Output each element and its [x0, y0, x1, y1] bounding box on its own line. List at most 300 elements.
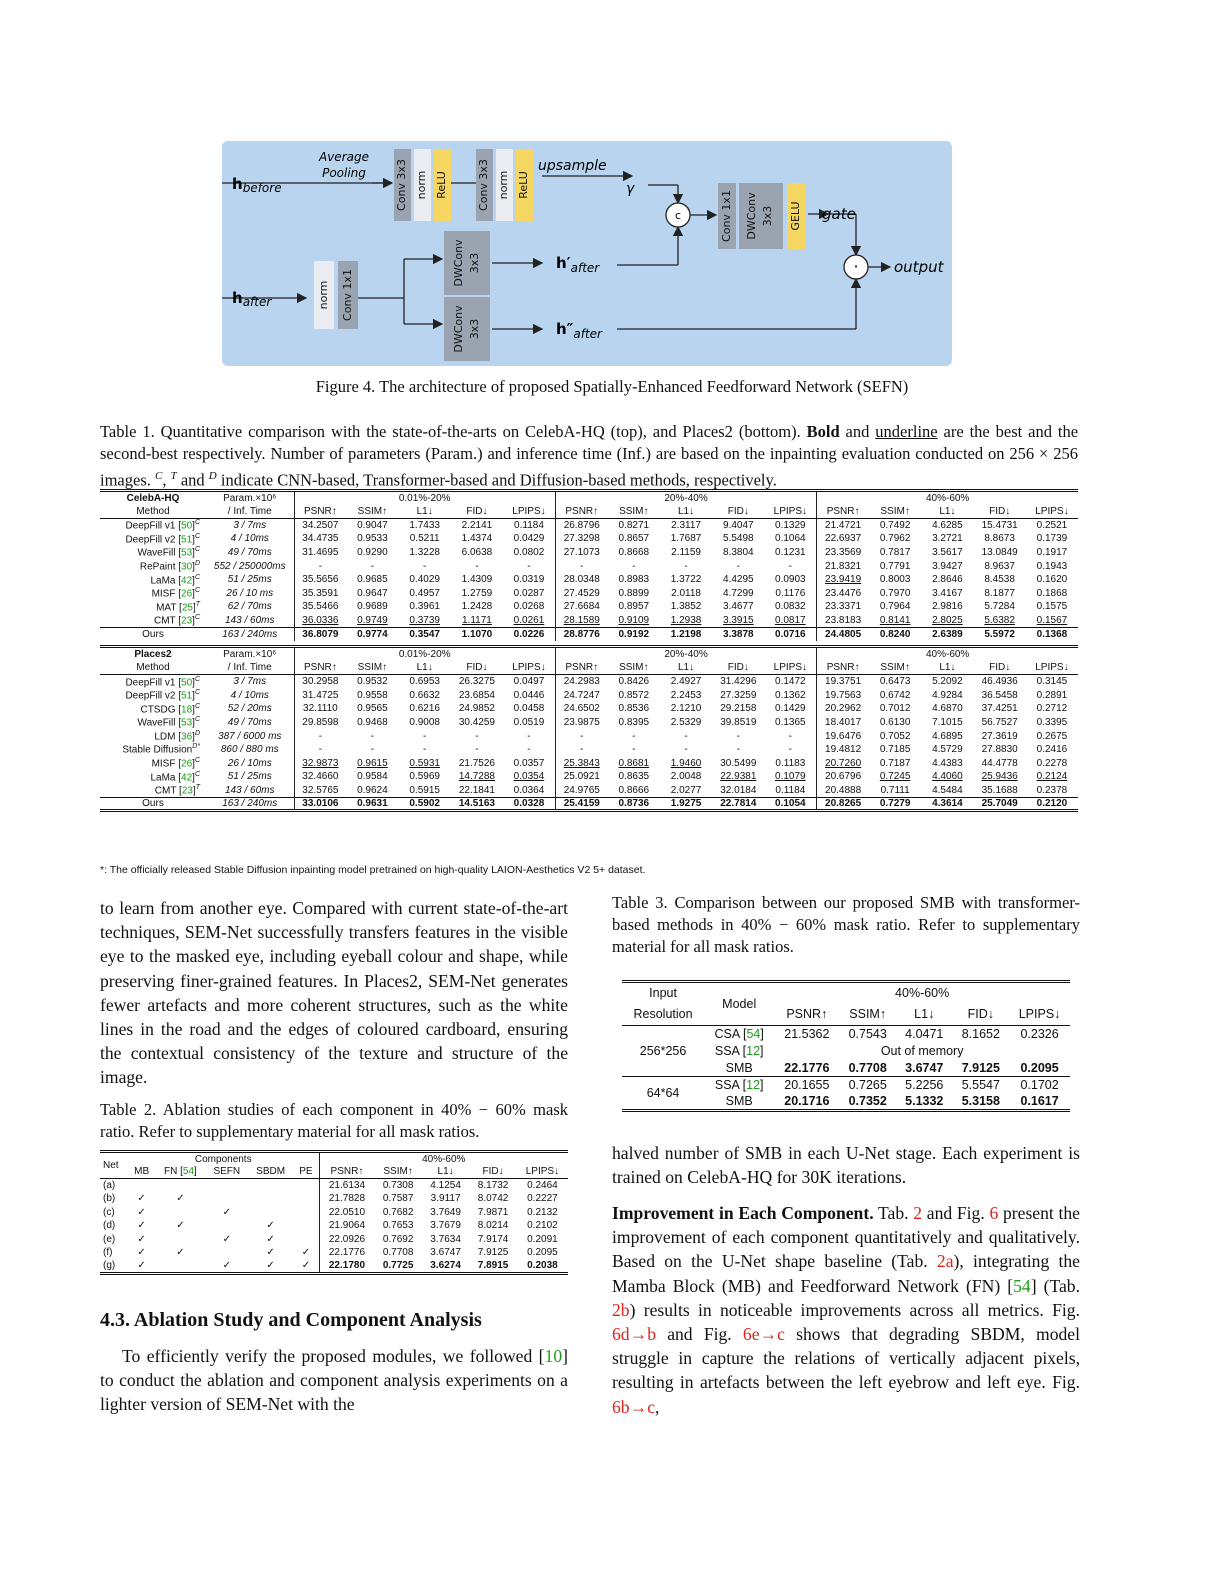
- table-cell: [155, 1260, 205, 1274]
- table-cell: 0.6130: [879, 716, 911, 728]
- table-cell: 0.0497: [503, 675, 555, 689]
- table-cell: 5.5498: [723, 533, 754, 545]
- table-cell: FID↓: [953, 1004, 1010, 1026]
- table-cell: ✓: [266, 1220, 275, 1232]
- table-cell: 9.4047: [723, 520, 754, 532]
- table-cell: -: [318, 744, 323, 756]
- table-cell: 0.0903: [764, 573, 816, 587]
- svg-text:·: ·: [853, 257, 859, 276]
- method-name: CTSDG $[18]^C$: [140, 702, 200, 715]
- table-cell: 0.7052: [879, 730, 911, 742]
- table-cell: -: [503, 743, 555, 757]
- table-cell: 33.0106: [294, 797, 346, 811]
- table-cell: 0.2095: [527, 1247, 558, 1259]
- table-row: [100, 688, 1078, 702]
- table-cell: 0.4029: [409, 574, 440, 586]
- table-cell: ✓: [137, 1220, 146, 1232]
- dwconv-box-1: [444, 231, 490, 295]
- table-cell: 32.9873: [302, 757, 339, 769]
- table-cell: 4 / 10ms: [206, 688, 294, 702]
- table-cell: Method: [100, 505, 206, 519]
- table-cell: -: [736, 730, 740, 742]
- table-cell: LPIPS↓: [764, 505, 816, 519]
- table-cell: -: [422, 730, 427, 742]
- table-cell: 27.1073: [563, 546, 600, 558]
- table-cell: 8.1732: [477, 1180, 509, 1191]
- table-cell: Param.×10⁶: [206, 647, 294, 661]
- table-cell: 28.8776: [555, 627, 607, 641]
- table-cell: 0.0802: [503, 546, 555, 560]
- table-cell: 0.7708: [839, 1060, 896, 1077]
- table-cell: [206, 1246, 248, 1260]
- svg-text:Conv 3x3: Conv 3x3: [477, 159, 490, 211]
- table-cell: 0.1702: [1020, 1078, 1059, 1093]
- table-cell: 0.0357: [503, 756, 555, 770]
- table-cell: 20.6796: [825, 771, 862, 783]
- table-cell: 22.7814: [712, 797, 764, 811]
- table-cell: 8.3804: [723, 546, 754, 558]
- table-cell: 7.9125: [953, 1060, 1010, 1077]
- table-cell: 0.9749: [357, 614, 388, 626]
- table-cell: 3.4167: [932, 587, 963, 599]
- table-cell: 0.9689: [357, 601, 388, 613]
- table-cell: 25.9436: [981, 771, 1018, 783]
- table-cell: SMB: [704, 1094, 774, 1111]
- table-cell: 31.4296: [720, 676, 757, 688]
- table2-header-row: [100, 1152, 568, 1166]
- method-name: LaMa $[42]^C$: [150, 770, 200, 783]
- table-cell: 0.7817: [879, 546, 911, 558]
- table-cell: PSNR↑: [774, 1004, 839, 1026]
- table-cell: 3.9427: [932, 560, 963, 572]
- svg-text:DWConv: DWConv: [452, 239, 465, 287]
- table-cell: 21.7526: [458, 757, 495, 769]
- table-cell: 35.1688: [981, 784, 1018, 796]
- table-cell: 0.3547: [399, 627, 451, 641]
- table-cell: 860 / 880 ms: [206, 743, 294, 757]
- table-cell: 0.1617: [1009, 1094, 1070, 1111]
- svg-text:upsample: upsample: [538, 158, 607, 174]
- table-cell: 0.1362: [764, 688, 816, 702]
- table-cell: PSNR↑: [319, 1165, 374, 1179]
- table-cell: 0.7111: [880, 784, 910, 796]
- method-name: RePaint $[30]^D$: [139, 559, 200, 573]
- table-cell: (a): [103, 1180, 116, 1191]
- table-cell: 26.8796: [563, 520, 600, 532]
- method-name: LDM $[36]^D$: [154, 729, 200, 743]
- table-cell: 0.7279: [869, 797, 921, 811]
- table-cell: 0.7265: [848, 1078, 887, 1093]
- table-cell: -: [370, 560, 375, 572]
- svg-text:Conv 1x1: Conv 1x1: [720, 190, 733, 242]
- table-cell: 30.4259: [458, 716, 495, 728]
- table-cell: 35.5466: [302, 601, 339, 613]
- table-cell: LPIPS↓: [1026, 505, 1078, 519]
- table-cell: 0.7012: [879, 703, 911, 715]
- table-cell: FID↓: [974, 661, 1026, 675]
- table-cell: 0.9008: [409, 716, 440, 728]
- table-cell: L1↓: [896, 1004, 953, 1026]
- table-cell: SBDM: [248, 1165, 293, 1179]
- table-cell: 21.9064: [328, 1220, 366, 1232]
- table-cell: 23.8183: [825, 614, 862, 626]
- table-cell: 0.7492: [879, 520, 911, 532]
- table-cell: 3.9117: [430, 1193, 461, 1205]
- table-row: [100, 1260, 568, 1274]
- table-cell: 0.2120: [1026, 797, 1078, 811]
- figure4-caption: Figure 4. The architecture of proposed Spatially-Enhanced Feedforward Network (SEFN): [315, 377, 909, 396]
- table-cell: PSNR↑: [555, 661, 607, 675]
- table-cell: 8.0742: [477, 1193, 509, 1205]
- table-cell: -: [475, 560, 479, 572]
- table-cell: 0.0268: [503, 600, 555, 614]
- table-cell: 22.1841: [458, 784, 495, 796]
- sefn-diagram: [222, 141, 952, 366]
- hbefore-label: $h_{before}$: [232, 175, 282, 195]
- table-cell: 31.4725: [302, 689, 339, 701]
- table-cell: 21.8321: [825, 560, 862, 572]
- table-cell: SSIM↑: [374, 1165, 421, 1179]
- table-row: [622, 1077, 1070, 1094]
- table-row: [100, 729, 1078, 743]
- table-cell: 0.6742: [879, 689, 911, 701]
- table-cell: 21.7828: [328, 1193, 366, 1205]
- table-cell: 0.8240: [869, 627, 921, 641]
- table1-caption: Table 1. Quantitative comparison with the state-of-the-arts on CelebA-HQ (top), and Places2 (bottom). Bold and underline are the best and the second-best respectively. Number of parameters (Param.) and inference time (Inf.) are based on the inpainting evaluation conducted on 256 × 256 images. $^C$, $^T$ and $^D$ indicate CNN-based, Transformer-based and Diffusion-based methods, respectively.: [100, 422, 1079, 490]
- table-cell: 0.9532: [357, 676, 388, 688]
- svg-text:3x3: 3x3: [761, 205, 774, 227]
- table-row: [100, 1179, 568, 1193]
- table-cell: 4.3614: [921, 797, 973, 811]
- table-cell: 0.3961: [409, 601, 440, 613]
- table-cell: 0.8657: [618, 533, 650, 545]
- table-cell: 18.4017: [825, 716, 862, 728]
- table2-caption: Table 2. Ablation studies of each component in 40% − 60% mask ratio. Refer to supplementary material for all mask ratios.: [100, 1100, 568, 1141]
- table-cell: 0.9468: [357, 716, 388, 728]
- table-cell: 0.8666: [618, 784, 650, 796]
- table-row: [100, 546, 1078, 560]
- table-cell: -: [764, 729, 816, 743]
- table-cell: 20.1655: [784, 1078, 830, 1093]
- table-cell: 4.0471: [905, 1027, 944, 1042]
- table-cell: (b): [103, 1193, 116, 1205]
- table-cell: [248, 1206, 293, 1220]
- table-cell: 8.9637: [984, 560, 1015, 572]
- table-cell: 0.9624: [357, 784, 388, 796]
- table-cell: Components: [128, 1152, 319, 1166]
- table-cell: 0.1183: [764, 756, 816, 770]
- table-cell: 32.0184: [720, 784, 757, 796]
- table-cell: 0.9685: [357, 574, 388, 586]
- table-cell: 0.0817: [764, 614, 816, 628]
- table-cell: 0.2416: [1036, 744, 1068, 756]
- table-cell: 19.3751: [825, 676, 862, 688]
- table-cell: PSNR↑: [294, 661, 346, 675]
- table-cell: 2.0118: [671, 587, 701, 599]
- table-cell: 27.8830: [981, 744, 1018, 756]
- table-cell: 0.9558: [357, 689, 388, 701]
- method-name: LaMa $[42]^C$: [150, 573, 200, 586]
- table-cell: 21.5362: [784, 1027, 830, 1042]
- table-cell: 40%-60%: [817, 647, 1078, 661]
- table-cell: 0.9774: [346, 627, 398, 641]
- table-cell: 1.7433: [409, 520, 440, 532]
- table-cell: FID↓: [451, 505, 503, 519]
- table-cell: 0.1868: [1036, 587, 1068, 599]
- table-cell: 51 / 25ms: [206, 770, 294, 784]
- table3-header-row: [622, 1004, 1070, 1026]
- model-ssa: SSA [12]: [714, 1044, 764, 1058]
- table-cell: 0.01%-20%: [294, 647, 555, 661]
- table-cell: 32.1110: [303, 703, 338, 715]
- table-cell: 0.7962: [879, 533, 911, 545]
- table-cell: 4.1254: [430, 1180, 461, 1191]
- table-cell: ✓: [266, 1233, 275, 1245]
- table-cell: 26.3275: [458, 676, 495, 688]
- table-cell: 7.8915: [469, 1260, 516, 1274]
- table-cell: 27.3298: [563, 533, 600, 545]
- table-cell: -: [370, 744, 375, 756]
- table-cell: PE: [293, 1165, 319, 1179]
- table-cell: [293, 1233, 319, 1247]
- model-csa: CSA [54]: [714, 1027, 764, 1042]
- table-cell: 24.6502: [563, 703, 600, 715]
- table-cell: 0.0364: [503, 784, 555, 798]
- table-cell: 0.4957: [409, 587, 440, 599]
- table3-caption: Table 3. Comparison between our proposed SMB with transformer-based methods in 40% − 60% mask ratio. Refer to supplementary material for all mask ratios.: [612, 893, 1080, 956]
- table-cell: 56.7527: [981, 716, 1018, 728]
- table-cell: 0.5931: [409, 757, 440, 769]
- table-cell: 25.4159: [555, 797, 607, 811]
- table-cell: -: [580, 744, 584, 756]
- table-cell: 28.1589: [563, 614, 600, 626]
- table-cell: 1.9275: [660, 797, 712, 811]
- table-cell: 0.2102: [527, 1220, 558, 1232]
- table-cell: 0.0429: [503, 532, 555, 546]
- table-cell: 19.7563: [825, 689, 862, 701]
- table-cell: PSNR↑: [555, 505, 607, 519]
- table-cell: 44.4778: [981, 757, 1018, 769]
- svg-text:norm: norm: [317, 280, 330, 310]
- table-cell: 4.7299: [723, 587, 754, 599]
- table-cell: 0.6953: [409, 676, 440, 688]
- table-cell: 0.1472: [764, 675, 816, 689]
- table-cell: 0.9615: [357, 757, 388, 769]
- table-cell: 2.0048: [670, 771, 702, 783]
- table-cell: 0.8681: [618, 757, 650, 769]
- table-cell: 2.2453: [670, 689, 702, 701]
- table-cell: 0.2521: [1036, 520, 1068, 532]
- table-row: [100, 614, 1078, 628]
- table-cell: 20%-40%: [555, 647, 816, 661]
- table-cell: ✓: [222, 1233, 231, 1245]
- table-cell: 27.3619: [981, 730, 1018, 742]
- dwconv-box-2: [444, 297, 490, 361]
- table-cell: 0.1231: [764, 546, 816, 560]
- table-cell: ✓: [128, 1260, 155, 1274]
- table-cell: 34.4735: [302, 533, 339, 545]
- table-cell: 0.1620: [1036, 574, 1068, 586]
- table-cell: [293, 1192, 319, 1206]
- table-cell: [206, 1179, 248, 1193]
- table-cell: -: [684, 744, 688, 756]
- table-cell: 0.8736: [608, 797, 660, 811]
- table-cell: Net: [100, 1152, 128, 1179]
- svg-text:γ: γ: [626, 181, 635, 197]
- table-cell: ✓: [293, 1246, 319, 1260]
- table-cell: 0.5211: [409, 533, 440, 545]
- output-label: output: [894, 258, 944, 276]
- table-cell: [155, 1206, 205, 1220]
- table-row: [100, 770, 1078, 784]
- table-cell: (c): [103, 1206, 115, 1218]
- h-prime-label: $h'_{after}$: [556, 254, 600, 275]
- table-cell: 3.6274: [422, 1260, 469, 1274]
- table-cell: -: [764, 743, 816, 757]
- table-cell: 0.6473: [879, 676, 911, 688]
- table-row: [100, 1246, 568, 1260]
- table-cell: 22.6937: [825, 533, 862, 545]
- table-cell: 8.1877: [984, 587, 1015, 599]
- table-cell: PSNR↑: [817, 661, 869, 675]
- table-cell: 22.1776: [774, 1060, 839, 1077]
- table-cell: 13.0849: [981, 546, 1018, 558]
- table-cell: 20%-40%: [555, 491, 816, 505]
- table-cell: 1.4309: [461, 574, 493, 586]
- table-cell: 0.1368: [1026, 627, 1078, 641]
- method-name: DeepFill v2 $[51]^C$: [125, 532, 200, 546]
- table2-header-row: [100, 1165, 568, 1179]
- table3-header-row: [622, 982, 1070, 1004]
- table-cell: ✓: [266, 1247, 275, 1259]
- table-cell: 0.0226: [503, 627, 555, 641]
- table-cell: 5.5547: [961, 1078, 1000, 1093]
- table-cell: SSIM↑: [608, 505, 660, 519]
- table-cell: 0.3395: [1036, 716, 1068, 728]
- table-cell: -: [370, 730, 375, 742]
- table-cell: 36.0336: [302, 614, 339, 626]
- table-cell: 3.2721: [932, 533, 963, 545]
- table-cell: 20.2962: [825, 703, 862, 715]
- table-cell: 4 / 10ms: [206, 532, 294, 546]
- table-row: [100, 702, 1078, 716]
- table-row: [100, 743, 1078, 757]
- table-cell: 32.5765: [302, 784, 339, 796]
- table-cell: Model: [704, 982, 774, 1026]
- table-cell: 14.7288: [458, 771, 495, 783]
- table-cell: Ours: [100, 797, 206, 811]
- table2: [100, 1150, 568, 1275]
- method-name: DeepFill v1 $[50]^C$: [125, 675, 200, 689]
- table-cell: FID↓: [712, 661, 764, 675]
- table-cell: SMB: [704, 1060, 774, 1077]
- method-name: Stable Diffusion$^{D*}$: [122, 743, 200, 756]
- table-cell: 0.7725: [374, 1260, 421, 1274]
- table-cell: 0.7791: [879, 560, 911, 572]
- table-cell: 1.7687: [670, 533, 702, 545]
- table-cell: LPIPS↓: [503, 505, 555, 519]
- table-cell: 24.9765: [563, 784, 600, 796]
- table-cell: 552 / 250000ms: [206, 559, 294, 573]
- table-cell: SSIM↑: [869, 505, 921, 519]
- table-cell: 0.1064: [764, 532, 816, 546]
- table-cell: 0.7708: [382, 1247, 414, 1259]
- table-cell: 0.7187: [879, 757, 911, 769]
- table-cell: 0.9631: [346, 797, 398, 811]
- method-name: WaveFill $[53]^C$: [137, 716, 200, 729]
- sefn-architecture-figure: [222, 141, 952, 366]
- table-cell: 5.6382: [984, 614, 1015, 626]
- table-cell: 49 / 70ms: [206, 716, 294, 730]
- table-cell: -: [580, 730, 584, 742]
- table-cell: 21.4721: [825, 520, 862, 532]
- table-cell: 51 / 25ms: [206, 573, 294, 587]
- table-cell: 0.1176: [764, 586, 816, 600]
- table-cell: ✓: [248, 1260, 293, 1274]
- table-cell: -: [422, 560, 427, 572]
- table-cell: 46.4936: [981, 676, 1018, 688]
- table-cell: 3.7649: [430, 1206, 461, 1218]
- table-cell: 2.8025: [932, 614, 963, 626]
- table-cell: L1↓: [921, 661, 973, 675]
- table-cell: 20.7260: [825, 757, 862, 769]
- table-cell: [293, 1206, 319, 1220]
- table-cell: 1.3852: [670, 601, 702, 613]
- table-cell: SSIM↑: [869, 661, 921, 675]
- table-cell: 0.7682: [382, 1206, 414, 1218]
- table-cell: 32.4660: [302, 771, 339, 783]
- table-cell: -: [503, 729, 555, 743]
- table-cell: 1.4374: [461, 533, 493, 545]
- table-cell: 52 / 20ms: [206, 702, 294, 716]
- table-cell: 0.1739: [1036, 533, 1068, 545]
- table-cell: 36.8079: [294, 627, 346, 641]
- table-cell: 5.3158: [953, 1094, 1010, 1111]
- table-cell: 20.8265: [817, 797, 869, 811]
- table-cell: 19.6476: [825, 730, 862, 742]
- table-cell: 3.7679: [430, 1220, 461, 1232]
- table-cell: LPIPS↓: [517, 1165, 568, 1179]
- table-cell: [293, 1179, 319, 1193]
- table-row: [100, 532, 1078, 546]
- table-cell: 0.0354: [503, 770, 555, 784]
- table-cell: 8.8673: [984, 533, 1015, 545]
- table-cell: 6.0638: [461, 546, 493, 558]
- table-cell: 20.1716: [774, 1094, 839, 1111]
- table-cell: 0.1079: [764, 770, 816, 784]
- table-cell: (g): [100, 1260, 128, 1274]
- table-cell: 21.6134: [328, 1180, 366, 1191]
- svg-text:norm: norm: [497, 170, 510, 200]
- table-cell: 0.9584: [357, 771, 388, 783]
- table-cell: 36.5458: [981, 689, 1018, 701]
- table-row-ours: [100, 797, 1078, 811]
- table-cell: ✓: [137, 1193, 146, 1205]
- table-cell: 0.5969: [409, 771, 440, 783]
- table-cell: 2.5329: [670, 716, 702, 728]
- table-cell: 0.9533: [357, 533, 388, 545]
- method-name: DeepFill v1 $[50]^C$: [125, 519, 200, 532]
- table-cell: 4.5729: [932, 744, 963, 756]
- table-cell: 0.1184: [764, 784, 816, 798]
- table-row: [100, 600, 1078, 614]
- table-cell: 5.1332: [896, 1094, 953, 1111]
- table-cell: / Inf. Time: [206, 661, 294, 675]
- table-cell: 27.4529: [563, 587, 600, 599]
- table-cell: 0.5902: [399, 797, 451, 811]
- table-cell: 2.1159: [671, 546, 701, 558]
- table-cell: 37.4251: [981, 703, 1018, 715]
